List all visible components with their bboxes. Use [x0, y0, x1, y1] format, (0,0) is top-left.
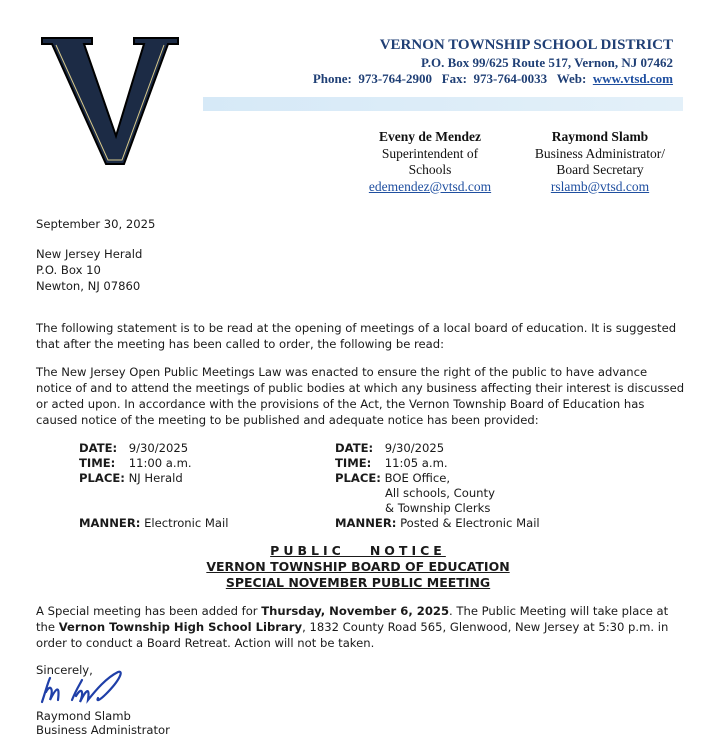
- website-link[interactable]: www.vtsd.com: [592, 71, 673, 86]
- place-label: PLACE:: [335, 471, 381, 485]
- manner-label: MANNER:: [79, 516, 141, 530]
- opma-paragraph: The New Jersey Open Public Meetings Law was enacted to ensure the right of the public to have advance notice of and to attend the meetings of public bodies at which any business affecting their interest is discussed or acted upon. In accordance with the provisions of the Act, the Vernon Township Board of Education has caused notice of the meeting to be published and adequate notice has been provided:: [36, 365, 685, 427]
- text: A Special meeting has been added for: [36, 604, 262, 618]
- recipient-address: [36, 246, 686, 294]
- contact-email-link[interactable]: edemendez@vtsd.com: [368, 178, 492, 194]
- contact-title: Superintendent of: [381, 145, 479, 161]
- notice-date: 9/30/2025: [384, 441, 445, 455]
- notice-time: 11:00 a.m.: [128, 456, 192, 470]
- time-label: TIME:: [335, 456, 372, 470]
- recipient-line: Newton, NJ 07860: [36, 279, 141, 293]
- manner-label: MANNER:: [335, 516, 397, 530]
- place-label: PLACE:: [79, 471, 125, 485]
- recipient-line: P.O. Box 10: [36, 263, 101, 277]
- meeting-date: Thursday, November 6, 2025: [261, 604, 450, 618]
- notice-time: 11:05 a.m.: [384, 456, 448, 470]
- notice-place: NJ Herald: [128, 471, 183, 485]
- public-notice-heading: PUBLIC NOTICE: [270, 543, 446, 558]
- web-label: Web:: [556, 71, 587, 86]
- text: , 1832 County Road 565, Glenwood, New Jersey at 5:30 p.m. in order to conduct a Board Retreat. Action will not be taken.: [36, 620, 669, 650]
- signer-name: Raymond Slamb: [36, 709, 131, 723]
- contact-email-link[interactable]: rslamb@vtsd.com: [550, 178, 650, 194]
- contact-superintendent: [350, 129, 510, 195]
- date-label: DATE:: [79, 441, 118, 455]
- intro-paragraph: The following statement is to be read at the opening of meetings of a local board of education. It is suggested that after the meeting has been called to order, the following be read:: [36, 321, 677, 351]
- meeting-paragraph: [36, 603, 686, 651]
- contact-title: Business Administrator/: [534, 145, 666, 161]
- recipient-line: New Jersey Herald: [36, 247, 143, 261]
- signer-title: Business Administrator: [36, 723, 170, 737]
- district-logo-v-icon: [40, 36, 180, 166]
- notice-block-herald: [79, 441, 329, 531]
- contact-name: Eveny de Mendez: [379, 129, 481, 144]
- fax-label: Fax:: [441, 71, 468, 86]
- district-address: P.O. Box 99/625 Route 517, Vernon, NJ 07462: [421, 55, 673, 70]
- notice-manner: Posted & Electronic Mail: [400, 516, 540, 530]
- notice-date: 9/30/2025: [128, 441, 189, 455]
- notice-manner: Electronic Mail: [144, 516, 229, 530]
- notice-place: & Township Clerks: [385, 501, 491, 515]
- meeting-location: Vernon Township High School Library: [58, 620, 303, 634]
- contact-title: Schools: [408, 162, 452, 177]
- text: . The Public Meeting will take place at the: [36, 604, 669, 634]
- district-contact-line: [313, 71, 673, 87]
- notice-block-posted: [335, 441, 635, 531]
- board-heading: VERNON TOWNSHIP BOARD OF EDUCATION: [206, 559, 510, 574]
- notice-place: All schools, County: [385, 486, 495, 500]
- district-name: VERNON TOWNSHIP SCHOOL DISTRICT: [379, 37, 673, 53]
- meeting-heading: SPECIAL NOVEMBER PUBLIC MEETING: [225, 575, 491, 590]
- date-label: DATE:: [335, 441, 374, 455]
- phone-label: Phone:: [312, 71, 352, 86]
- letter-date: September 30, 2025: [36, 217, 156, 231]
- notice-place: BOE Office,: [384, 471, 451, 485]
- fax: 973-764-0033: [473, 71, 548, 86]
- contact-business-admin: [520, 129, 680, 195]
- closing: Sincerely,: [36, 663, 93, 677]
- signature-icon: [36, 670, 136, 706]
- time-label: TIME:: [79, 456, 116, 470]
- header-band: [203, 97, 683, 111]
- contact-title: Board Secretary: [556, 162, 644, 177]
- phone: 973-764-2900: [358, 71, 432, 86]
- contact-name: Raymond Slamb: [551, 129, 649, 144]
